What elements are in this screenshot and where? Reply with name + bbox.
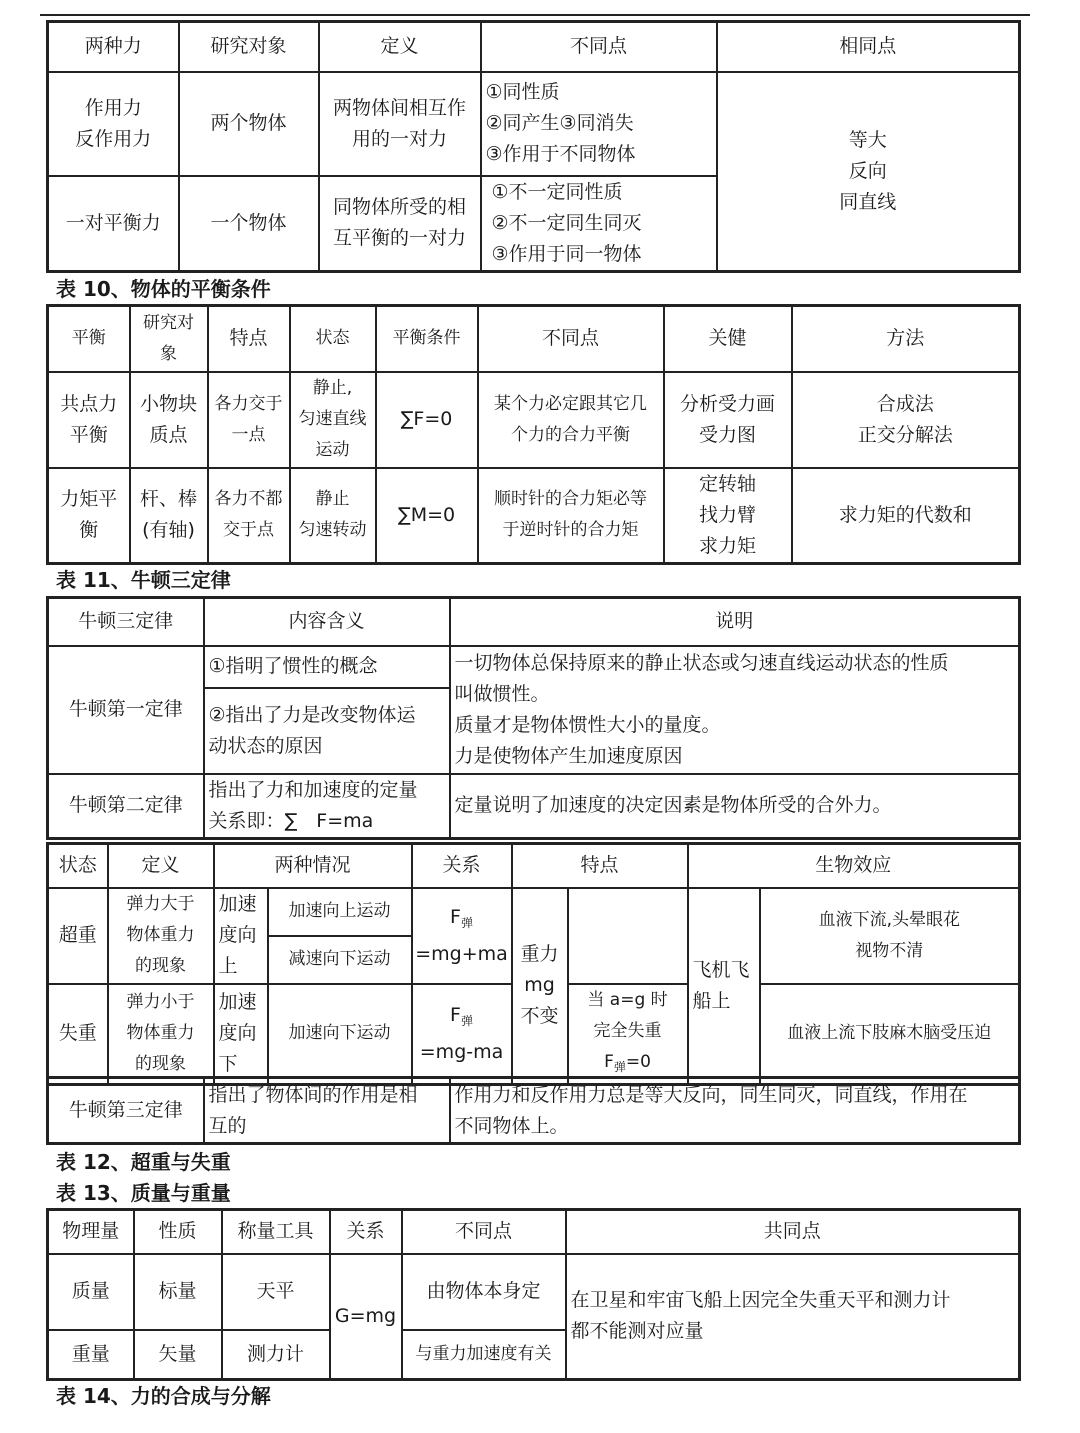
case-cell: 加速向上运动 [268, 888, 412, 936]
acceleration-direction: 加速 度向 下 [214, 984, 268, 1085]
difference-list [481, 72, 717, 176]
table-cell: 静止, 匀速直线 运动 [290, 372, 376, 468]
header-cell: 不同点 [481, 22, 717, 72]
measuring-tool: 天平 [222, 1254, 330, 1330]
header-cell: 物理量 [48, 1210, 134, 1254]
header-cell: 两种力 [48, 22, 179, 72]
caption-table12: 表 12、超重与失重 [56, 1150, 231, 1174]
header-cell: 定义 [319, 22, 481, 72]
caption-table10: 表 10、物体的平衡条件 [56, 277, 271, 301]
state-name: 超重 [48, 888, 108, 984]
table-cell: 分析受力画 受力图 [664, 372, 792, 468]
header-cell: 方法 [792, 306, 1020, 372]
header-cell: 共同点 [566, 1210, 1020, 1254]
force-name: 一对平衡力 [48, 176, 179, 272]
table-cell: 合成法 正交分解法 [792, 372, 1020, 468]
header-cell: 研究对象 [179, 22, 319, 72]
table-cell: 杆、棒 (有轴) [130, 468, 208, 564]
header-cell: 称量工具 [222, 1210, 330, 1254]
table-cell: 顺时针的合力矩必等 于逆时针的合力矩 [478, 468, 664, 564]
difference-list [481, 176, 717, 272]
header-cell: 特点 [512, 844, 688, 888]
header-cell: 性质 [134, 1210, 222, 1254]
measuring-tool: 测力计 [222, 1330, 330, 1380]
table-cell: 定转轴 找力臂 求力矩 [664, 468, 792, 564]
state-definition: 弹力小于 物体重力 的现象 [108, 984, 214, 1085]
law-description: 作用力和反作用力总是等大反向，同生同灭，同直线，作用在 不同物体上。 [450, 1078, 1020, 1144]
table-cell: 各力不都 交于点 [208, 468, 290, 564]
header-cell: 研究对 象 [130, 306, 208, 372]
acceleration-direction: 加速 度向 上 [214, 888, 268, 984]
header-cell: 关系 [412, 844, 512, 888]
header-cell: 不同点 [478, 306, 664, 372]
law-name: 牛顿第一定律 [48, 646, 204, 774]
top-rule [40, 14, 1030, 16]
relation-equation: =mg-ma [419, 1040, 504, 1063]
header-cell: 特点 [208, 306, 290, 372]
bio-effect: 血液上流下肢麻木脑受压迫 [760, 984, 1020, 1085]
header-cell: 状态 [48, 844, 108, 888]
table-mass-weight [46, 1208, 1021, 1381]
law-description: 一切物体总保持原来的静止状态或匀速直线运动状态的性质 叫做惯性。 质量才是物体惯性大小的量度。 力是使物体产生加速度原因 [450, 646, 1020, 774]
state-name: 失重 [48, 984, 108, 1085]
difference-item: ①同性质 [485, 81, 560, 103]
force-name: 作用力 反作用力 [48, 72, 179, 176]
relation-cell [412, 888, 512, 984]
header-cell: 定义 [108, 844, 214, 888]
caption-table13: 表 13、质量与重量 [56, 1181, 231, 1205]
feature-subscript: 弹 [613, 1059, 626, 1074]
quantity-name: 质量 [48, 1254, 134, 1330]
plane-context: 飞机飞 船上 [688, 888, 760, 1085]
quantity-nature: 标量 [134, 1254, 222, 1330]
definition: 两物体间相互作 用的一对力 [319, 72, 481, 176]
caption-table14: 表 14、力的合成与分解 [56, 1384, 271, 1408]
common-cell: 在卫星和牢宙飞船上因完全失重天平和测力计 都不能测对应量 [566, 1254, 1020, 1380]
table-cell: 力矩平 衡 [48, 468, 130, 564]
law-description: 定量说明了加速度的决定因素是物体所受的合外力。 [450, 774, 1020, 839]
law-content: ①指明了惯性的概念 [204, 646, 450, 688]
law-content: ②指出了力是改变物体运 动状态的原因 [204, 688, 450, 774]
research-object: 一个物体 [179, 176, 319, 272]
header-cell: 生物效应 [688, 844, 1020, 888]
relation-subscript: 弹 [460, 1013, 473, 1028]
caption-table11: 表 11、牛顿三定律 [56, 568, 231, 592]
table-cell: 共点力 平衡 [48, 372, 130, 468]
bio-effect: 血液下流,头晕眼花 视物不清 [760, 888, 1020, 984]
table-action-reaction [46, 20, 1021, 273]
header-cell: 内容含义 [204, 598, 450, 646]
law-content: 指出了物体间的作用是相 互的 [204, 1078, 450, 1144]
law-name: 牛顿第三定律 [48, 1078, 204, 1144]
common-points: 等大 反向 同直线 [717, 72, 1020, 272]
header-cell: 关健 [664, 306, 792, 372]
weightless-text: 当 a=g 时 完全失重 [587, 989, 668, 1041]
table-overweight [46, 842, 1021, 1086]
table-cell: 小物块 质点 [130, 372, 208, 468]
quantity-nature: 矢量 [134, 1330, 222, 1380]
definition: 同物体所受的相 互平衡的一对力 [319, 176, 481, 272]
table-third-law [46, 1076, 1021, 1145]
law-content: 指出了力和加速度的定量 关系即：∑ F=ma [204, 774, 450, 839]
table-cell: 各力交于 一点 [208, 372, 290, 468]
difference-item: ②不一定同生同灭 [491, 211, 642, 234]
feature-symbol: F [604, 1051, 614, 1072]
relation-subscript: 弹 [460, 915, 473, 930]
research-object: 两个物体 [179, 72, 319, 176]
relation-cell: G=mg [330, 1254, 402, 1380]
table-newton-laws [46, 596, 1021, 840]
table-cell: 静止 匀速转动 [290, 468, 376, 564]
law-name: 牛顿第二定律 [48, 774, 204, 839]
table-cell: 某个力必定跟其它几 个力的合力平衡 [478, 372, 664, 468]
header-cell: 平衡 [48, 306, 130, 372]
relation-symbol: F [450, 1003, 461, 1026]
header-cell: 相同点 [717, 22, 1020, 72]
header-cell: 说明 [450, 598, 1020, 646]
empty-cell [568, 888, 688, 984]
header-cell: 平衡条件 [376, 306, 478, 372]
difference-item: ②同产生③同消失 [485, 112, 634, 134]
difference-item: ①不一定同性质 [491, 180, 623, 203]
table-cell: ∑M=0 [376, 468, 478, 564]
difference-cell: 与重力加速度有关 [402, 1330, 566, 1380]
table-cell: ∑F=0 [376, 372, 478, 468]
relation-equation: =mg+ma [415, 942, 508, 965]
case-cell: 减速向下运动 [268, 936, 412, 984]
weightless-feature [568, 984, 688, 1085]
table-equilibrium [46, 304, 1021, 565]
difference-cell: 由物体本身定 [402, 1254, 566, 1330]
header-cell: 状态 [290, 306, 376, 372]
state-definition: 弹力大于 物体重力 的现象 [108, 888, 214, 984]
table-cell: 求力矩的代数和 [792, 468, 1020, 564]
relation-cell [412, 984, 512, 1085]
feature-equation: =0 [625, 1051, 651, 1072]
difference-item: ③作用于不同物体 [485, 143, 636, 165]
difference-item: ③作用于同一物体 [491, 242, 642, 265]
header-cell: 不同点 [402, 1210, 566, 1254]
relation-symbol: F [450, 905, 461, 928]
case-cell: 加速向下运动 [268, 984, 412, 1085]
header-cell: 两种情况 [214, 844, 412, 888]
header-cell: 关系 [330, 1210, 402, 1254]
header-cell: 牛顿三定律 [48, 598, 204, 646]
quantity-name: 重量 [48, 1330, 134, 1380]
gravity-feature: 重力 mg 不变 [512, 888, 568, 1085]
